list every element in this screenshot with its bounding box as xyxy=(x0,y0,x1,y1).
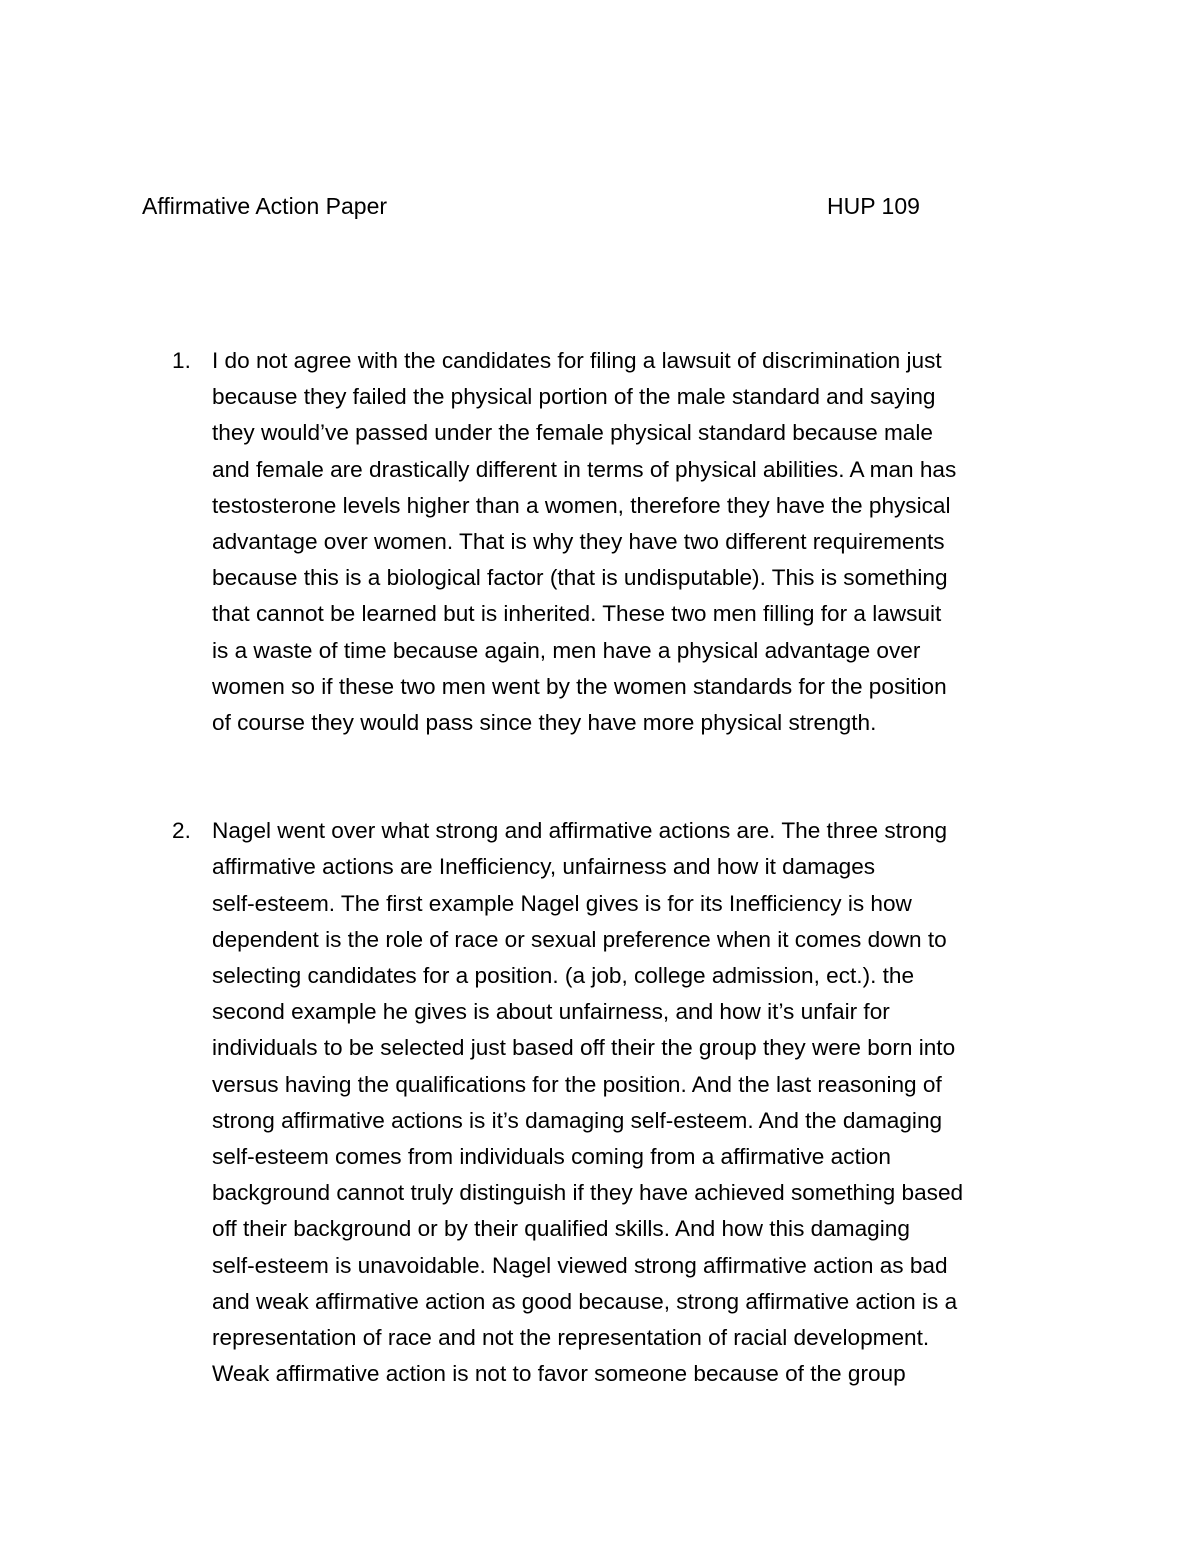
text-line: testosterone levels higher than a women, therefore they have the physical xyxy=(212,492,951,518)
text-line: that cannot be learned but is inherited. These two men filling for a lawsuit xyxy=(212,601,942,627)
text-line: they would’ve passed under the female physical standard because male xyxy=(212,420,933,446)
text-line: off their background or by their qualified skills. And how this damaging xyxy=(212,1216,910,1242)
list-number: 1. xyxy=(172,348,191,373)
text-line: because they failed the physical portion of the male standard and saying xyxy=(212,384,936,410)
course-code: HUP 109 xyxy=(827,193,920,219)
list-item-2 xyxy=(172,813,1072,1392)
text-line: self-esteem is unavoidable. Nagel viewed strong affirmative action as bad xyxy=(212,1252,948,1278)
text-line: of course they would pass since they have more physical strength. xyxy=(212,710,877,736)
text-line: dependent is the role of race or sexual preference when it comes down to xyxy=(212,926,947,952)
text-line: representation of race and not the representation of racial development. xyxy=(212,1325,930,1351)
text-line: affirmative actions are Inefficiency, unfairness and how it damages xyxy=(212,854,876,880)
text-line: and weak affirmative action as good because, strong affirmative action is a xyxy=(212,1288,958,1314)
text-line: because this is a biological factor (that is undisputable). This is something xyxy=(212,565,948,591)
text-line: self-esteem. The first example Nagel gives is for its Inefficiency is how xyxy=(212,890,912,916)
text-line: advantage over women. That is why they have two different requirements xyxy=(212,529,945,555)
text-line: women so if these two men went by the women standards for the position xyxy=(212,673,947,699)
document-header xyxy=(142,190,920,222)
text-line: Weak affirmative action is not to favor someone because of the group xyxy=(212,1361,906,1387)
text-line: versus having the qualifications for the position. And the last reasoning of xyxy=(212,1071,942,1097)
text-line: individuals to be selected just based off their the group they were born into xyxy=(212,1035,956,1061)
text-line: is a waste of time because again, men have a physical advantage over xyxy=(212,637,921,663)
text-line: strong affirmative actions is it’s damaging self-esteem. And the damaging xyxy=(212,1107,943,1133)
numbered-list xyxy=(172,343,1072,1392)
text-line: I do not agree with the candidates for filing a lawsuit of discrimination just xyxy=(212,348,942,373)
text-line: Nagel went over what strong and affirmative actions are. The three strong xyxy=(212,818,948,844)
paragraph-text xyxy=(212,813,1072,1392)
list-number: 2. xyxy=(172,818,191,844)
paragraph-text xyxy=(212,343,1072,741)
text-line: and female are drastically different in terms of physical abilities. A man has xyxy=(212,456,957,482)
text-line: self-esteem comes from individuals coming from a affirmative action xyxy=(212,1144,891,1170)
list-item-1 xyxy=(172,343,1072,741)
document-title: Affirmative Action Paper xyxy=(142,193,388,219)
text-line: second example he gives is about unfairness, and how it’s unfair for xyxy=(212,999,890,1025)
text-line: background cannot truly distinguish if they have achieved something based xyxy=(212,1180,964,1206)
text-line: selecting candidates for a position. (a job, college admission, ect.). the xyxy=(212,963,915,989)
